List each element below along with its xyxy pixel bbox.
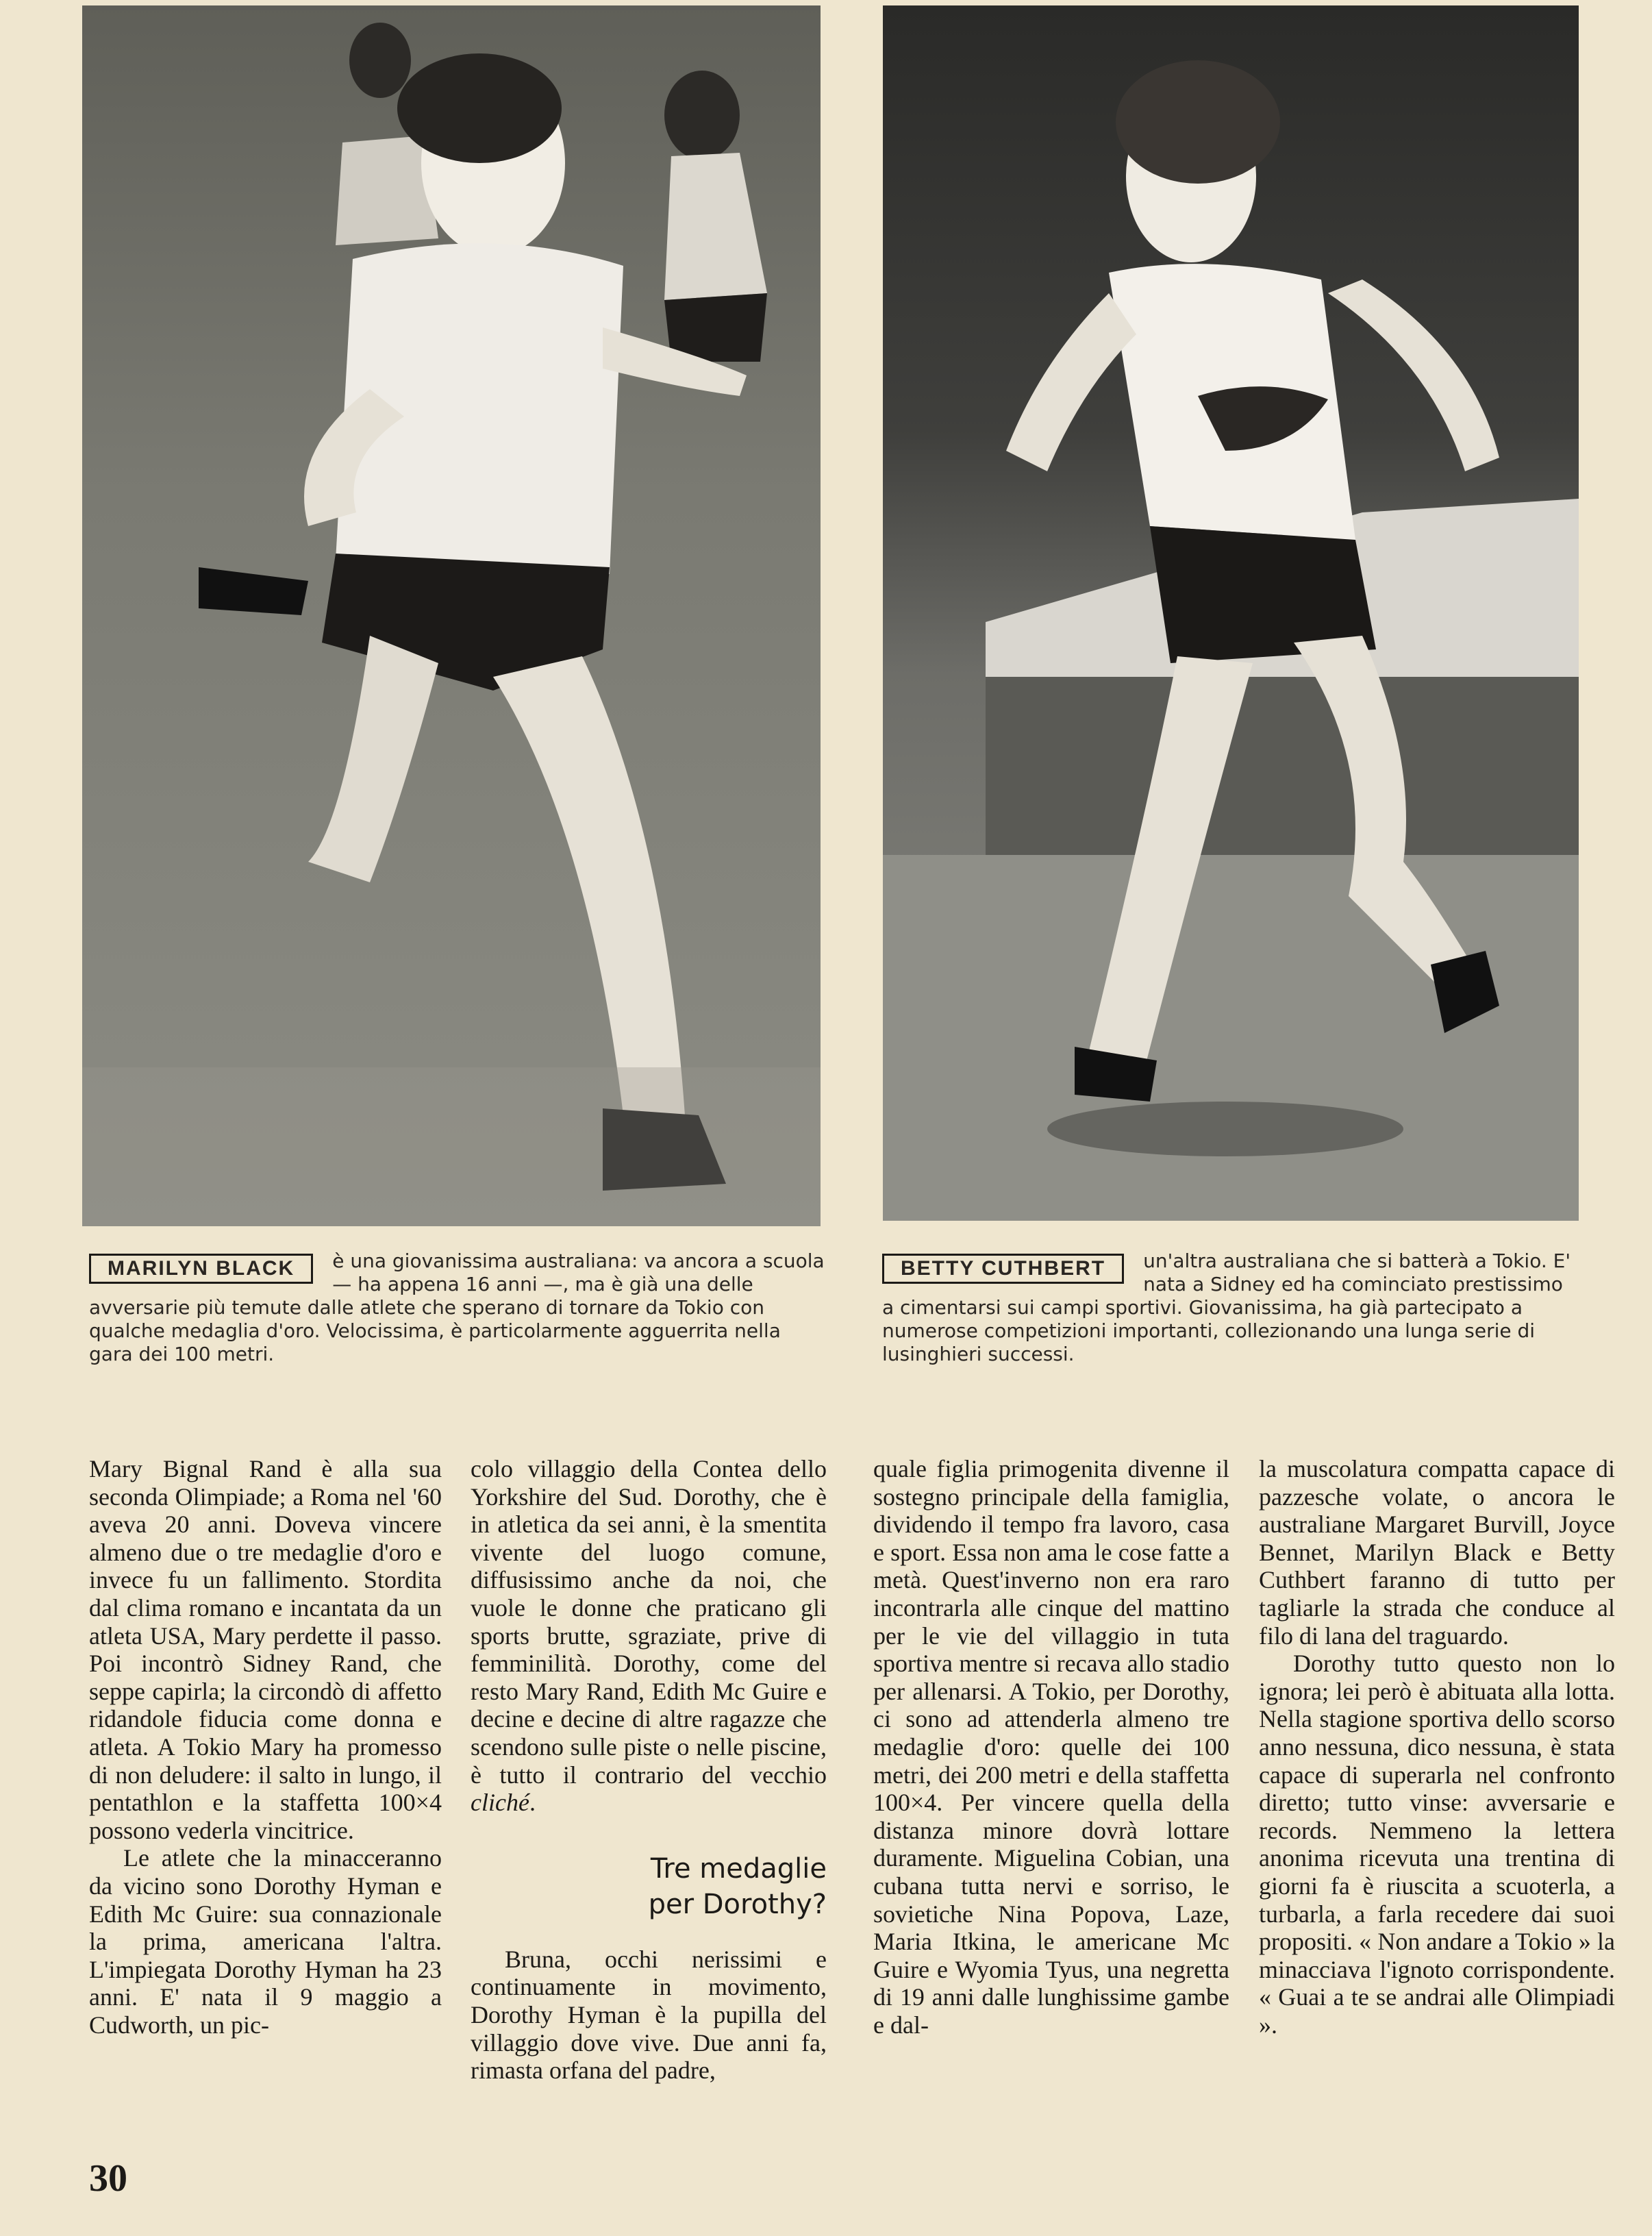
section-subheading: [471, 1851, 827, 1922]
caption-marilyn-black: [89, 1250, 829, 1366]
subheading-line: per Dorothy?: [648, 1888, 827, 1920]
article-column-3: [873, 1455, 1229, 2039]
paragraph-text: .: [529, 1789, 536, 1817]
caption-text: è una giovanissima australiana: va ancora a scuola — ha appena 16 anni —, ma è già una delle avversarie più temute dalle atlete che sperano di tornare da Tokio con qualche medaglia d'oro. Velocissima, è particolarmente agguerrita nella gara dei 100 metri.: [89, 1250, 825, 1365]
caption-betty-cuthbert: [882, 1250, 1577, 1366]
paragraph: Le atlete che la minacceranno da vicino sono Dorothy Hyman e Edith Mc Guire: sua connazionale la prima, americana l'altra. L'impiegata Dorothy Hyman ha 23 anni. E' nata il 9 maggio a Cudworth, un pic-: [89, 1844, 442, 2039]
paragraph-text: colo villaggio della Contea dello Yorkshire del Sud. Dorothy, che è in atletica da sei anni, è la smentita vivente del luogo comune, diffusissimo anche da noi, che vuole le donne che praticano gli sports brutte, sgraziate, prive di femminilità. Dorothy, come del resto Mary Rand, Edith Mc Guire e decine e decine di altre ragazze che scendono sulle piste o nelle piscine, è tutto il contrario del vecchio: [471, 1455, 827, 1789]
emphasis-text: cliché: [471, 1789, 529, 1817]
paragraph: [471, 1455, 827, 1817]
paragraph: Bruna, occhi nerissimi e continuamente in movimento, Dorothy Hyman è la pupilla del villaggio dove vive. Due anni fa, rimasta orfana del padre,: [471, 1945, 827, 2085]
paragraph: quale figlia primogenita divenne il sostegno principale della famiglia, dividendo il tempo fra lavoro, casa e sport. Essa non ama le cose fatte a metà. Quest'inverno non era raro incontrarla alle cinque del mattino per le vie del villaggio in tuta sportiva mentre si recava allo stadio per allenarsi. A Tokio, per Dorothy, ci sono ad attenderla almeno tre medaglie d'oro: quelle dei 100 metri, dei 200 metri e della staffetta 100×4. Per vincere quella della distanza minore dovrà lottare duramente. Miguelina Cobian, una cubana tutta nervi e sorriso, le sovietiche Nina Popova, Laze, Maria Itkina, le americane Mc Guire e Wyomia Tyus, una negretta di 19 anni dalle lunghissime gambe e dal-: [873, 1455, 1229, 2039]
caption-name-box: BETTY CUTHBERT: [882, 1254, 1124, 1284]
caption-name-box: MARILYN BLACK: [89, 1254, 313, 1284]
caption-text: un'altra australiana che si batterà a Tokio. E' nata a Sidney ed ha cominciato prestissimo a cimentarsi sui campi sportivi. Giovanissima, ha già partecipato a numerose competizioni importanti, collezionando una lunga serie di lusinghieri successi.: [882, 1250, 1571, 1365]
page-number: 30: [89, 2157, 127, 2200]
article-column-4: [1259, 1455, 1615, 2039]
article-column-2: [471, 1455, 827, 2085]
paragraph: Dorothy tutto questo non lo ignora; lei però è abituata alla lotta. Nella stagione sportiva dello scorso anno nessuna, dico nessuna, è stata capace di superarla nel confronto diretto; tutto vinse: avversarie e records. Nemmeno la lettera anonima ricevuta una trentina di giorni fa è riuscita a scuoterla, a turbarla, a farla recedere dai suoi propositi. « Non andare a Tokio » la minacciava l'ignoto corrispondente. « Guai a te se andrai alle Olimpiadi ».: [1259, 1650, 1615, 2039]
paragraph: la muscolatura compatta capace di pazzesche volate, o ancora le australiane Margaret Burvill, Joyce Bennet, Marilyn Black e Betty Cuthbert faranno di tutto per tagliarle la strada che conduce al filo di lana del traguardo.: [1259, 1455, 1615, 1650]
article-column-1: [89, 1455, 442, 2039]
subheading-line: Tre medaglie: [650, 1852, 827, 1885]
photo-betty-cuthbert: [883, 5, 1579, 1221]
paragraph: Mary Bignal Rand è alla sua seconda Olimpiade; a Roma nel '60 aveva 20 anni. Doveva vincere almeno due o tre medaglie d'oro e invece fu un fallimento. Stordita dal clima romano e incantata da un atleta USA, Mary perdette il passo. Poi incontrò Sidney Rand, che seppe capirla; la circondò di affetto ridandole fiducia come donna e atleta. A Tokio Mary ha promesso di non deludere: il salto in lungo, il pentathlon e la staffetta 100×4 possono vederla vincitrice.: [89, 1455, 442, 1844]
photo-marilyn-black: [82, 5, 821, 1226]
photo-marilyn-black-illustration: [82, 5, 821, 1226]
photo-betty-cuthbert-illustration: [883, 5, 1579, 1221]
